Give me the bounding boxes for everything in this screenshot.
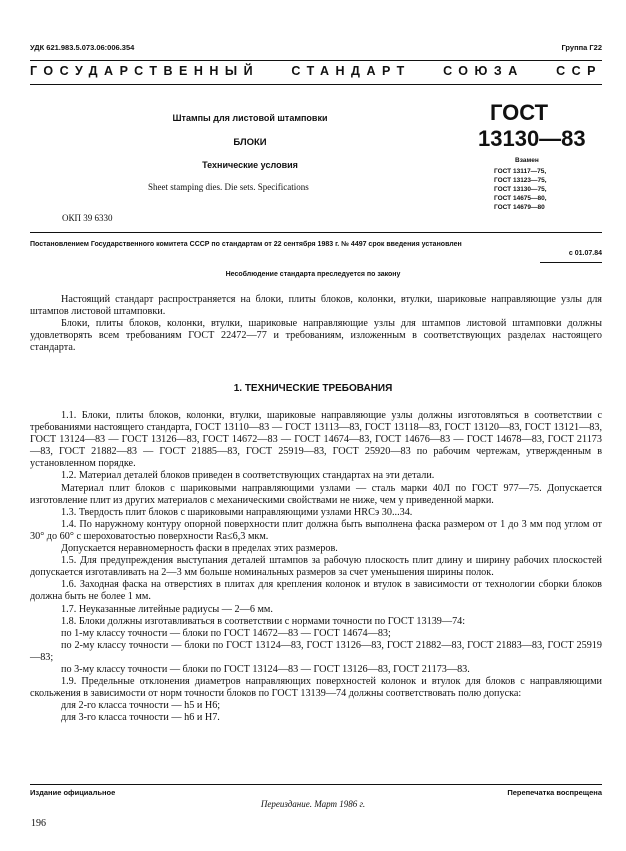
- banner-word: ССР: [556, 64, 602, 78]
- replaced-standard: ГОСТ 14675—80,: [494, 195, 547, 202]
- okp-code: ОКП 39 6330: [62, 213, 113, 223]
- doc-title-line3: Технические условия: [202, 160, 298, 170]
- state-standard-banner: [30, 64, 602, 78]
- page-number: 196: [31, 818, 46, 829]
- law-notice: Несоблюдение стандарта преследуется по закону: [225, 271, 401, 278]
- replaced-standard: ГОСТ 13123—75,: [494, 177, 547, 184]
- group-code: Группа Г22: [561, 43, 602, 52]
- udk-code: УДК 621.983.5.073.06:006.354: [30, 43, 135, 52]
- section-paragraph: по 1-му классу точности — блоки по ГОСТ 14672—83 — ГОСТ 14674—83;: [61, 627, 391, 639]
- section-paragraph: 1.4. По наружному контуру опорной поверхности плит должна быть выполнена фаска размером от 1 до 3 мм под углом от 30° до 60° с шероховатостью поверхности Ra≤6,3 мкм.: [30, 518, 602, 542]
- banner-bottom-rule: [30, 84, 602, 85]
- section-paragraph: для 3-го класса точности — h6 и H7.: [61, 712, 220, 724]
- top-rule: [30, 60, 602, 61]
- section-paragraph: Материал плит блоков с шариковыми направляющими узлами — сталь марки 40Л по ГОСТ 977—75. Допускается изготовление плит из других материалов с механическими свойствами не ниже, чем у приведенной марки.: [30, 482, 602, 506]
- decree-date-underline: [540, 262, 602, 263]
- section-paragraph: 1.7. Неуказанные литейные радиусы — 2—6 мм.: [61, 603, 273, 615]
- doc-title-line2: БЛОКИ: [233, 137, 267, 148]
- banner-word: СОЮЗА: [443, 64, 524, 78]
- section-paragraph: 1.3. Твердость плит блоков с шариковыми направляющими узлами HRCэ 30...34.: [61, 506, 413, 518]
- decree-date: с 01.07.84: [568, 250, 602, 257]
- banner-word: СТАНДАРТ: [291, 64, 411, 78]
- section-paragraph: 1.1. Блоки, плиты блоков, колонки, втулки, шариковые направляющие узлы должны изготовляться в соответствии с требованиями настоящего стандарта, ГОСТ 13110—83 — ГОСТ 13113—83, ГОСТ 13118—83, ГОСТ 13120—83, ГОСТ 13121—83, ГОСТ 13124—83 — ГОСТ 13126—83, ГОСТ 14672—83 — ГОСТ 14674—83, ГОСТ 14676—83 — ГОСТ 14678—83, ГОСТ 21173—83, ГОСТ 21882—83 — ГОСТ 21885—83, ГОСТ 25919—83, ГОСТ 25920—83 по рабочим чертежам, утвержденным в установленном порядке.: [30, 410, 602, 470]
- doc-title-english: Sheet stamping dies. Die sets. Specifications: [148, 182, 309, 192]
- replaced-standard: ГОСТ 13130—75,: [494, 186, 547, 193]
- section-paragraph: 1.8. Блоки должны изготавливаться в соответствии с нормами точности по ГОСТ 13139—74:: [61, 615, 466, 627]
- section-paragraph: Допускается неравномерность фаски в пределах этих размеров.: [61, 543, 338, 555]
- replaced-standard: ГОСТ 13117—75,: [494, 168, 547, 175]
- decree-rule: [30, 232, 602, 233]
- intro-paragraph: Блоки, плиты блоков, колонки, втулки, шариковые направляющие узлы для штампов листовой штамповки должны удовлетворять всем требованиям ГОСТ 22472—77 и требованиям, изложенным в соответствующих разделах настоящего стандарта.: [30, 318, 602, 354]
- reprint-prohibited: Перепечатка воспрещена: [507, 788, 602, 797]
- decree-text: Постановлением Государственного комитета СССР по стандартам от 22 сентября 1983 г. № 4497 срок введения установлен: [30, 241, 462, 248]
- section-paragraph: 1.2. Материал деталей блоков приведен в соответствующих стандартах на эти детали.: [61, 470, 435, 482]
- section-paragraph: для 2-го класса точности — h5 и H6;: [61, 700, 221, 712]
- footer-rule: [30, 784, 602, 785]
- intro-paragraph: Настоящий стандарт распространяется на блоки, плиты блоков, колонки, втулки, шариковые направляющие узлы для штампов листовой штамповки.: [30, 294, 602, 318]
- replaces-list: [494, 167, 547, 212]
- section-text: [30, 410, 602, 724]
- banner-word: ГОСУДАРСТВЕННЫЙ: [30, 64, 260, 78]
- section-paragraph: по 3-му классу точности — блоки по ГОСТ 13124—83 — ГОСТ 13126—83, ГОСТ 21173—83.: [61, 663, 470, 675]
- gost-label: ГОСТ: [490, 100, 549, 125]
- replaced-standard: ГОСТ 14679—80: [494, 204, 545, 211]
- replaces-label: Взамен: [515, 157, 539, 164]
- section-paragraph: 1.9. Предельные отклонения диаметров направляющих поверхностей колонок и втулок для блоков с направляющими скольжения в зависимости от норм точности блоков по ГОСТ 13139—74 должны соответствовать полю допуска:: [30, 676, 602, 700]
- section-paragraph: 1.6. Заходная фаска на отверстиях в плитах для крепления колонок и втулок в зависимости от технологии сборки блоков должна быть не более 1 мм.: [30, 579, 602, 603]
- intro-text: [30, 294, 602, 354]
- section-paragraph: по 2-му классу точности — блоки по ГОСТ 13124—83, ГОСТ 13126—83, ГОСТ 21882—83, ГОСТ 21883—83, ГОСТ 25919—83;: [30, 639, 602, 663]
- section-title: 1. ТЕХНИЧЕСКИЕ ТРЕБОВАНИЯ: [233, 383, 393, 394]
- doc-title-line1: Штампы для листовой штамповки: [172, 113, 328, 123]
- gost-number: 13130—83: [478, 126, 586, 151]
- reprint-note: Переиздание. Март 1986 г.: [260, 799, 366, 809]
- section-paragraph: 1.5. Для предупреждения выступания деталей штампов за рабочую плоскость плит длину и ширину рабочих плоскостей допускается изготавливать на 2—3 мм больше номинальных размеров за счет уменьшения ширины полок.: [30, 555, 602, 579]
- official-edition: Издание официальное: [30, 788, 116, 797]
